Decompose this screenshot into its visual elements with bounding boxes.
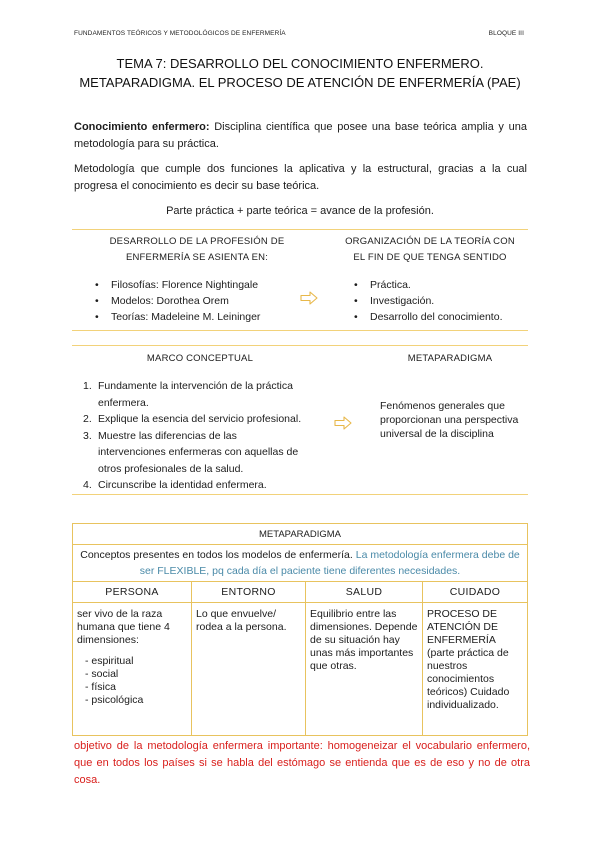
list-item: • Filosofías: Florence Nightingale <box>93 277 260 293</box>
header-block: BLOQUE III <box>488 30 524 37</box>
concepts-text: Conceptos presentes en todos los modelos de enfermería. <box>80 549 353 561</box>
box1-top-rule <box>72 229 528 230</box>
cell-salud: Equilibrio entre las dimensiones. Depende de su situación hay unas más importantes que otras. <box>306 603 423 736</box>
column-header-persona: PERSONA <box>73 582 192 603</box>
column-header-salud: SALUD <box>306 582 423 603</box>
list-item <box>83 428 348 478</box>
list-item: • Desarrollo del conocimiento. <box>352 309 502 325</box>
list-item: • Investigación. <box>352 293 502 309</box>
item-number: 1. <box>83 380 92 392</box>
metaparadigm-description: Fenómenos generales que proporcionan una perspectiva universal de la disciplina <box>380 400 519 440</box>
header-course-title: FUNDAMENTOS TEÓRICOS Y METODOLÓGICOS DE ENFERMERÍA <box>74 30 286 37</box>
box2-right-heading: METAPARADIGMA <box>407 353 493 364</box>
box1-right-heading-line-2: EL FIN DE QUE TENGA SENTIDO <box>353 252 507 263</box>
list-item: - social <box>85 668 119 680</box>
persona-text: ser vivo de la raza humana que tiene 4 dimensiones: <box>77 608 170 646</box>
table-row <box>73 524 528 545</box>
concepts-cell <box>73 545 528 582</box>
table-header-row <box>73 582 528 603</box>
equation-line: Parte práctica + parte teórica = avance de la profesión. <box>166 205 434 217</box>
box2-top-rule <box>72 345 528 346</box>
box1-left-heading-line-1: DESARROLLO DE LA PROFESIÓN DE <box>109 236 285 247</box>
definition-paragraph <box>74 119 527 153</box>
list-item: - espiritual <box>85 655 134 667</box>
objective-note: objetivo de la metodología enfermera importante: homogeneizar el vocabulario enfermero, que en todos los países si se habla del estómago se entienda que es de eso y no de otra cosa. <box>74 740 530 786</box>
item-text: enfermera. <box>98 396 149 409</box>
item-text: otros profesionales de la salud. <box>98 462 244 475</box>
item-text: Fundamente la intervención de la práctica <box>98 380 293 392</box>
persona-dimensions <box>77 655 187 707</box>
flexible-note: La metodología enfermera debe de ser FLEXIBLE, pq cada día el paciente tiene diferentes necesidades. <box>139 549 520 577</box>
list-item <box>83 477 348 494</box>
title-line-1: TEMA 7: DESARROLLO DEL CONOCIMIENTO ENFERMERO. <box>116 56 484 71</box>
item-text: intervenciones enfermeras con aquellas de <box>98 446 299 458</box>
box1-left-heading-line-2: ENFERMERÍA SE ASIENTA EN: <box>125 252 269 263</box>
column-header-cuidado: CUIDADO <box>423 582 528 603</box>
list-item: • Teorías: Madeleine M. Leininger <box>93 309 260 325</box>
item-text: Muestre las diferencias de las <box>98 429 237 442</box>
item-text: Explique la esencia del servicio profesional. <box>98 413 302 425</box>
cell-cuidado: PROCESO DE ATENCIÓN DE ENFERMERÍA (parte práctica de nuestros conocimientos teóricos) Cuidado individualizado. <box>423 603 528 736</box>
list-item: • Práctica. <box>352 277 502 293</box>
box1-left-heading <box>72 234 322 266</box>
item-number: 2. <box>83 413 92 425</box>
item-number: 4. <box>83 479 92 491</box>
title-line-2: METAPARADIGMA. EL PROCESO DE ATENCIÓN DE ENFERMERÍA (PAE) <box>79 75 521 90</box>
table-row <box>73 545 528 582</box>
cell-entorno: Lo que envuelve/ rodea a la persona. <box>192 603 306 736</box>
list-item: - psicológica <box>85 694 144 706</box>
table-row <box>73 603 528 736</box>
marco-conceptual-list <box>83 378 348 494</box>
page-title <box>0 54 600 92</box>
list-item: • Modelos: Dorothea Orem <box>93 293 260 309</box>
list-item: - física <box>85 681 116 693</box>
box1-right-list <box>352 277 502 325</box>
right-arrow-icon <box>334 416 352 430</box>
item-number: 3. <box>83 429 92 442</box>
table-title: METAPARADIGMA <box>73 524 528 545</box>
box1-bottom-rule <box>72 330 528 331</box>
box1-right-heading <box>330 234 530 266</box>
cell-persona <box>73 603 192 736</box>
item-text: Circunscribe la identidad enfermera. <box>98 479 267 491</box>
box2-left-heading: MARCO CONCEPTUAL <box>146 353 254 364</box>
list-item <box>83 378 348 411</box>
list-item <box>83 411 348 428</box>
box2-bottom-rule <box>72 494 528 495</box>
right-arrow-icon <box>300 291 318 305</box>
column-header-entorno: ENTORNO <box>192 582 306 603</box>
definition-text: Disciplina científica que posee una base teórica amplia y una metodología para su práctica. <box>74 121 527 150</box>
box1-left-list <box>93 277 260 325</box>
metaparadigm-table <box>72 523 528 736</box>
box1-right-heading-line-1: ORGANIZACIÓN DE LA TEORÍA CON <box>345 236 515 247</box>
methodology-paragraph: Metodología que cumple dos funciones la aplicativa y la estructural, gracias a la cual progresa el conocimiento es decir su base teórica. <box>74 163 527 192</box>
definition-term: Conocimiento enfermero: <box>74 121 210 133</box>
